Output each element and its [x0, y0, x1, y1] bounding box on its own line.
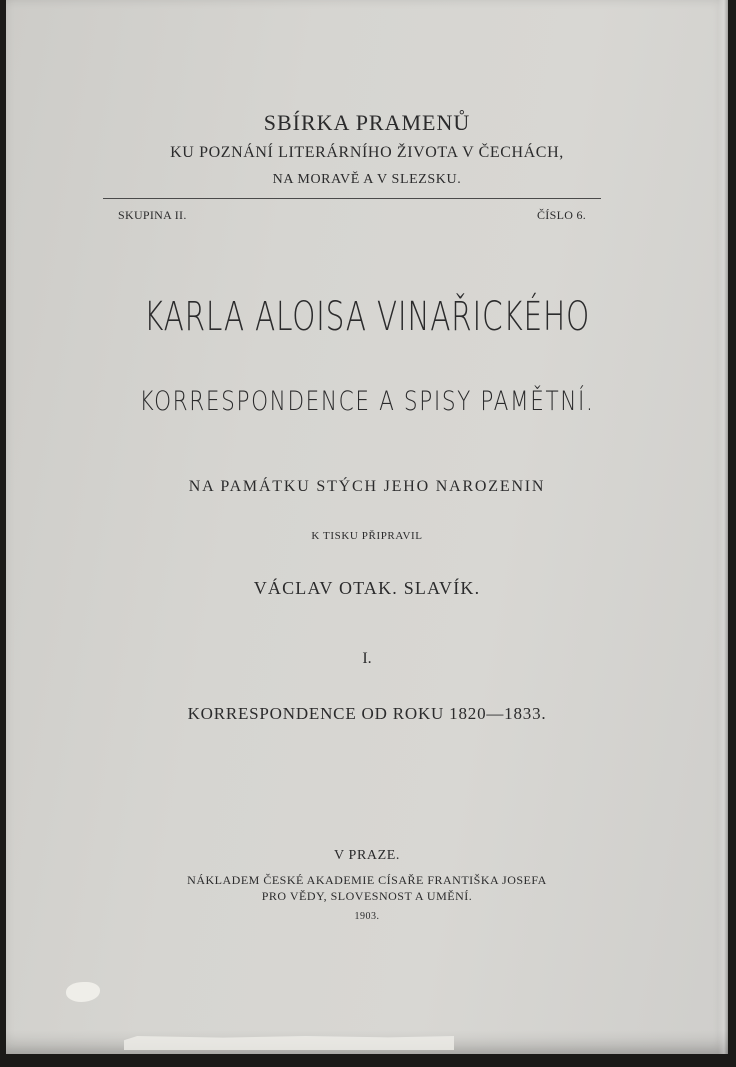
- worn-tape-strip: [124, 1036, 454, 1050]
- series-number: ČÍSLO 6.: [537, 208, 587, 222]
- editor-name: VÁCLAV OTAK. SLAVÍK.: [253, 578, 481, 598]
- prepared-by-label: K TISKU PŘIPRAVIL: [311, 530, 423, 542]
- series-divider: [103, 198, 601, 199]
- part-title: KORRESPONDENCE OD ROKU 1820—1833.: [187, 704, 547, 723]
- series-subtitle-line1: KU POZNÁNÍ LITERÁRNÍHO ŽIVOTA V ČECHÁCH,: [170, 144, 564, 161]
- series-subtitle-line2: NA MORAVĚ A V SLEZSKU.: [272, 172, 462, 187]
- imprint-publisher-line2: PRO VĚDY, SLOVESNOST A UMĚNÍ.: [261, 889, 473, 903]
- imprint-year: 1903.: [354, 911, 380, 922]
- series-group: SKUPINA II.: [118, 208, 187, 222]
- book-subtitle: KORRESPONDENCE A SPISY PAMĚTNÍ.: [139, 386, 595, 417]
- book-occasion: NA PAMÁTKU STÝCH JEHO NAROZENIN: [188, 478, 546, 495]
- book-title: KARLA ALOISA VINAŘICKÉHO: [143, 294, 591, 340]
- series-title: SBÍRKA PRAMENŮ: [263, 110, 471, 135]
- imprint-place: V PRAZE.: [334, 848, 400, 863]
- paper-chip: [66, 982, 100, 1002]
- book-cover: [6, 0, 728, 1054]
- volume-number: I.: [362, 650, 372, 667]
- imprint-publisher-line1: NÁKLADEM ČESKÉ AKADEMIE CÍSAŘE FRANTIŠKA JOSEFA: [187, 873, 547, 887]
